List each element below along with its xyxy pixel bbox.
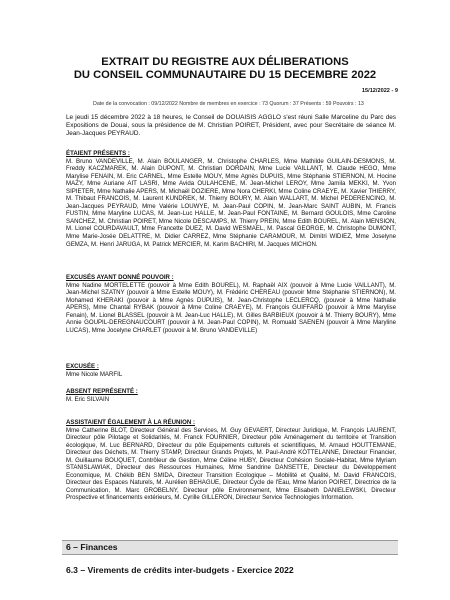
intro-paragraph: Le jeudi 15 décembre 2022 à 18 heures, le Conseil de DOUAISIS AGGLO s'est réuni Salle Marceline du Parc des Expositions de Douai, sous la présidence de M. Christian POIRET, Président, avec pour Secrétaire de séance M. Jean-Jacques PEYRAUD. bbox=[66, 114, 396, 137]
section-header-bar bbox=[62, 540, 398, 555]
presents-list: M. Bruno VANDEVILLE, M. Alain BOULANGER, M. Christophe CHARLES, Mme Mathilde GUILAIN-DESMONS, M. Freddy KACZMAREK, M. Alain DUPONT, M. Christian DORDAIN, Mme Lucie VAILLANT, M. Claude HEGO, Mme Marylise FENAIN, M. Eric CARNEL, Mme Estelle MOUY, Mme Agnès DUPUIS, Mme Stéphanie STIERNON, M. Hocine MAZY, Mme Auriane AIT LASRI, Mme Avida OULAHCENE, M. Jean-Michel LEROY, Mme Jamila MEKKI, M. Yvon SIPIETER, Mme Nathalie APERS, M. Michaël DOZIERE, Mme Nora CHERKI, Mme Coline CRAEYE, M. Xavier THIERRY, M. Thibaut FRANCOIS, M. Laurent KUNDREK, M. Thierry BOURY, M. Alain WALLART, M. Michel PEDERENCINO, M. Jean-Jacques PEYRAUD, Mme Valérie LOUWYE, M. Jean-Paul COPIN, M. Jean-Marc SAINT AUBIN, M. Francis FUSTIN, Mme Maryline LUCAS, M. Jean-Luc HALLE, M. Jean-Paul FONTAINE, M. Bernard GOULOIS, Mme Caroline SANCHEZ, M. Christian POIRET, Mme Nicole DESCAMPS, M. Thierry PREIN, Mme Edith BOUREL, M. Alain MENSION, M. Lionel COURDAVAULT, Mme Francette DUEZ, M. David WESMAEL, M. Pascal GEORGE, M. Christophe DUMONT, Mme Marie-Josée DELATTRE, M. Didier CARREZ, Mme Stéphanie CARAMOUR, M. Dimitri WIDIEZ, Mme Joselyne GEMZA, M. Henri JARUGA, M. Patrick MERCIER, M. Karim BACHIRI, M. Jacques MICHON. bbox=[66, 157, 396, 248]
excusee-section bbox=[66, 363, 396, 378]
excuses-pouvoir-heading: EXCUSÉS AYANT DONNÉ POUVOIR : bbox=[66, 274, 174, 281]
absent-name: M. Eric SILVAIN bbox=[66, 395, 110, 403]
assistants-heading: ASSISTAIENT ÉGALEMENT À LA RÉUNION : bbox=[66, 419, 195, 426]
excuses-pouvoir-section bbox=[66, 274, 396, 334]
deliberation-reference: 15/12/2022 - 9 bbox=[361, 88, 398, 94]
document-title-line2: DU CONSEIL COMMUNAUTAIRE DU 15 DECEMBRE 2022 bbox=[73, 69, 377, 81]
convocation-info: Date de la convocation : 09/12/2022 Nombre de membres en exercice : 73 Quorum : 37 Présents : 59 Pouvoirs : 13 bbox=[93, 101, 364, 107]
assistants-section bbox=[66, 419, 396, 502]
document-title-line1: EXTRAIT DU REGISTRE AUX DÉLIBERATIONS bbox=[101, 56, 349, 68]
assistants-list: Mme Catherine BLOT, Directeur Général des Services, M. Guy GEVAERT, Directeur Juridique, M. François LAURENT, Directeur pôle Pilotage et Solidarités, M. Franck FOURNIER, Directeur pôle Aménagement du territoire et Transition écologique, M. Luc BERNARD, Directeur du pôle Equipements culturels et scientifiques, M. Arnaud HOUTTEMANE, Directeur des Déchets, M. Thierry STAMP, Directeur Grands Projets, M. Paul-André KOTTELANNE, Directeur Financier, M. Guillaume BOUQUET, Contrôleur de Gestion, Mme Céline HUBY, Directeur Cohésion Sociale-Habitat, Mme Myriam STANISLAWIAK, Directeur des Ressources Humaines, Mme Sandrine DANSETTE, Directeur du Développement Economique, M. Chékib BEN SMIDA, Directeur Transition Ecologique – Mobilité et Qualité, M. David FRANCOIS, Directeur des Espaces Naturels, M. Aurélien BEHAGUE, Directeur Cycle de l'Eau, Mme Marion POIRET, Directrice de la Communication, M. Marc GROBELNY, Directeur pôle Environnement, Mme Elisabeth DANIELEWSKI, Directeur Prospective et financements extérieurs, M. Cyrille GILLERON, Directeur Service Technologies Information. bbox=[66, 426, 396, 502]
presents-section bbox=[66, 150, 396, 248]
absent-heading: ABSENT REPRÉSENTÉ : bbox=[66, 388, 138, 395]
section-label: 6 – Finances bbox=[66, 542, 118, 552]
presents-heading: ÉTAIENT PRÉSENTS : bbox=[66, 150, 130, 157]
absent-section bbox=[66, 388, 396, 403]
excusee-heading: EXCUSÉE : bbox=[66, 363, 99, 370]
section-subtitle: 6.3 – Virements de crédits inter-budgets - Exercice 2022 bbox=[66, 565, 294, 575]
excuses-pouvoir-list: Mme Nadine MORTELETTE (pouvoir à Mme Edith BOUREL), M. Raphaël AIX (pouvoir à Mme Lucie VAILLANT), M. Jean-Michel SZATNY (pouvoir à Mme Estelle MOUY), M. Frédéric CHEREAU (pouvoir Mme Stéphanie STIERNON), M. Mohamed KHERAKI (pouvoir à Mme Agnès DUPUIS), M. Jean-Christophe LECLERCQ, (pouvoir à Mme Nathalie APERS), Mme Chantal RYBAK (pouvoir à Mme Coline CRAEYE), M. François GUIFFARD (pouvoir à Mme Marylise Fenain), M. Lionel BLASSEL (pouvoir à M. Jean-Luc HALLE), M. Gilles BARBIEUX (pouvoir à M. Thierry BOURY), Mme Annie GOUPIL-DEREGNAUCOURT (pouvoir à M. Jean-Paul COPIN), M. Romuald SAENEN (pouvoir à Mme Maryline LUCAS), Mme Jocelyne CHARLET (pouvoir à M. Bruno VANDEVILLE) bbox=[66, 281, 396, 334]
excusee-name: Mme Nicole MARFIL bbox=[66, 370, 123, 378]
